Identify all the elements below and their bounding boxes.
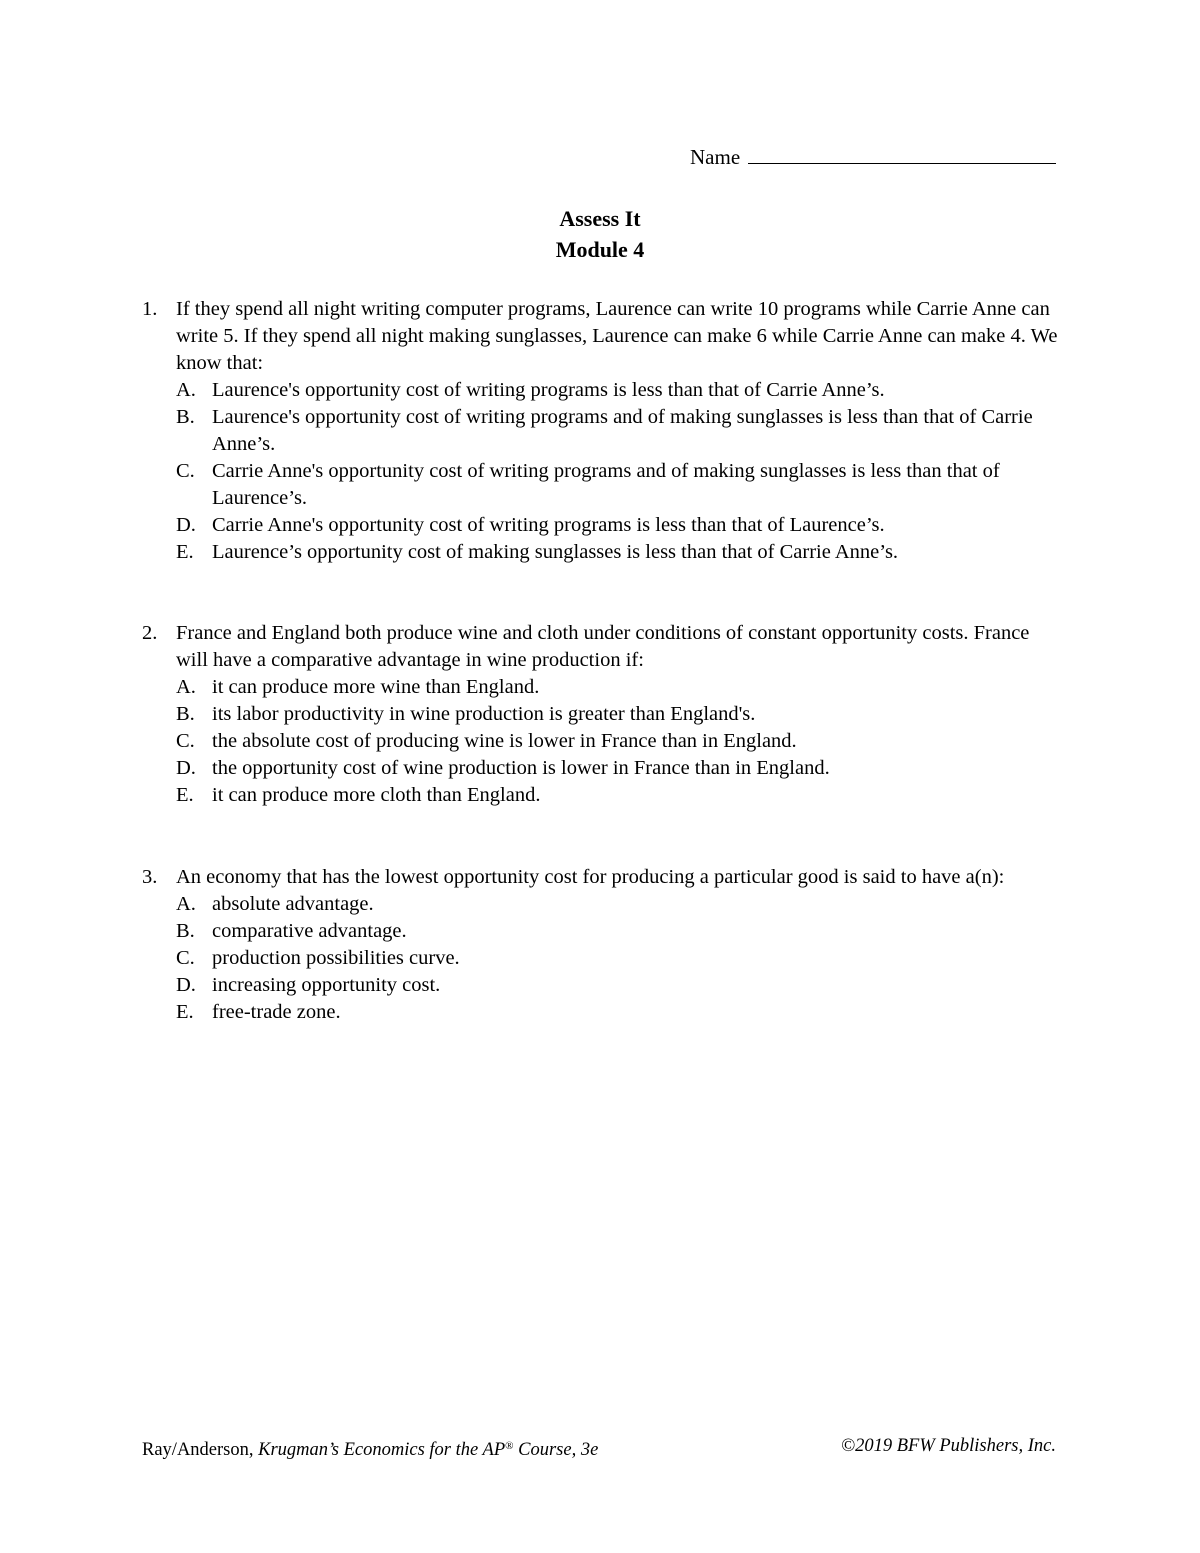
answer-option[interactable] [142, 999, 1062, 1026]
option-text: the opportunity cost of wine production is lower in France than in England. [212, 757, 830, 779]
answer-option[interactable] [142, 404, 1062, 458]
option-letter: A. [176, 676, 196, 698]
question-number: 1. [142, 298, 158, 320]
option-text: Carrie Anne's opportunity cost of writing programs is less than that of Laurence’s. [212, 514, 885, 536]
answer-option[interactable] [142, 674, 1062, 701]
option-letter: E. [176, 784, 194, 806]
option-text: increasing opportunity cost. [212, 974, 441, 996]
page-title [0, 203, 1200, 265]
footer-authors: Ray/Anderson, [142, 1440, 259, 1460]
option-letter: B. [176, 920, 195, 942]
question-3 [142, 864, 1062, 1026]
answer-option[interactable] [142, 728, 1062, 755]
answer-option[interactable] [142, 891, 1062, 918]
answer-option[interactable] [142, 539, 1062, 566]
option-text: its labor productivity in wine production is greater than England's. [212, 703, 756, 725]
footer-book-title: Krugman’s Economics for the AP [258, 1440, 506, 1460]
question-stem: An economy that has the lowest opportunity cost for producing a particular good is said to have a(n): [176, 866, 1005, 888]
name-field [690, 143, 1056, 171]
option-text: the absolute cost of producing wine is lower in France than in England. [212, 730, 797, 752]
option-text: absolute advantage. [212, 893, 374, 915]
answer-option[interactable] [142, 782, 1062, 809]
option-letter: A. [176, 379, 196, 401]
footer-citation [142, 1434, 598, 1462]
answer-option[interactable] [142, 377, 1062, 404]
question-1 [142, 296, 1062, 566]
question-number: 3. [142, 866, 158, 888]
question-2 [142, 620, 1062, 809]
option-text: comparative advantage. [212, 920, 407, 942]
option-letter: C. [176, 460, 195, 482]
option-letter: A. [176, 893, 196, 915]
question-stem: If they spend all night writing computer programs, Laurence can write 10 programs while Carrie Anne can write 5. If they spend all night making sunglasses, Laurence can make 6 while Carrie Anne can make 4. We know that: [176, 298, 1058, 374]
name-label: Name [690, 145, 741, 169]
option-text: Laurence’s opportunity cost of making sunglasses is less than that of Carrie Anne’s. [212, 541, 899, 563]
option-letter: E. [176, 541, 194, 563]
option-text: Carrie Anne's opportunity cost of writing programs and of making sunglasses is less than that of Laurence’s. [212, 460, 1000, 509]
question-stem: France and England both produce wine and cloth under conditions of constant opportunity costs. France will have a comparative advantage in wine production if: [176, 622, 1030, 671]
option-letter: C. [176, 730, 195, 752]
answer-option[interactable] [142, 458, 1062, 512]
option-letter: D. [176, 757, 196, 779]
option-text: free-trade zone. [212, 1001, 341, 1023]
option-text: it can produce more wine than England. [212, 676, 540, 698]
answer-option[interactable] [142, 972, 1062, 999]
option-text: Laurence's opportunity cost of writing programs and of making sunglasses is less than that of Carrie Anne’s. [212, 406, 1033, 455]
option-letter: D. [176, 974, 196, 996]
answer-option[interactable] [142, 755, 1062, 782]
answer-option[interactable] [142, 918, 1062, 945]
option-letter: B. [176, 703, 195, 725]
option-text: it can produce more cloth than England. [212, 784, 541, 806]
option-letter: E. [176, 1001, 194, 1023]
page-footer [142, 1434, 1056, 1462]
option-letter: C. [176, 947, 195, 969]
title-line-1: Assess It [559, 206, 641, 231]
question-number: 2. [142, 622, 158, 644]
option-letter: B. [176, 406, 195, 428]
option-letter: D. [176, 514, 196, 536]
registered-mark: ® [505, 1440, 514, 1452]
answer-option[interactable] [142, 512, 1062, 539]
name-blank-line[interactable] [748, 162, 1056, 164]
title-line-2: Module 4 [555, 237, 645, 262]
option-text: Laurence's opportunity cost of writing programs is less than that of Carrie Anne’s. [212, 379, 885, 401]
footer-copyright: ©2019 BFW Publishers, Inc. [841, 1436, 1056, 1456]
footer-book-suffix: Course, 3e [513, 1440, 599, 1460]
answer-option[interactable] [142, 945, 1062, 972]
option-text: production possibilities curve. [212, 947, 460, 969]
answer-option[interactable] [142, 701, 1062, 728]
